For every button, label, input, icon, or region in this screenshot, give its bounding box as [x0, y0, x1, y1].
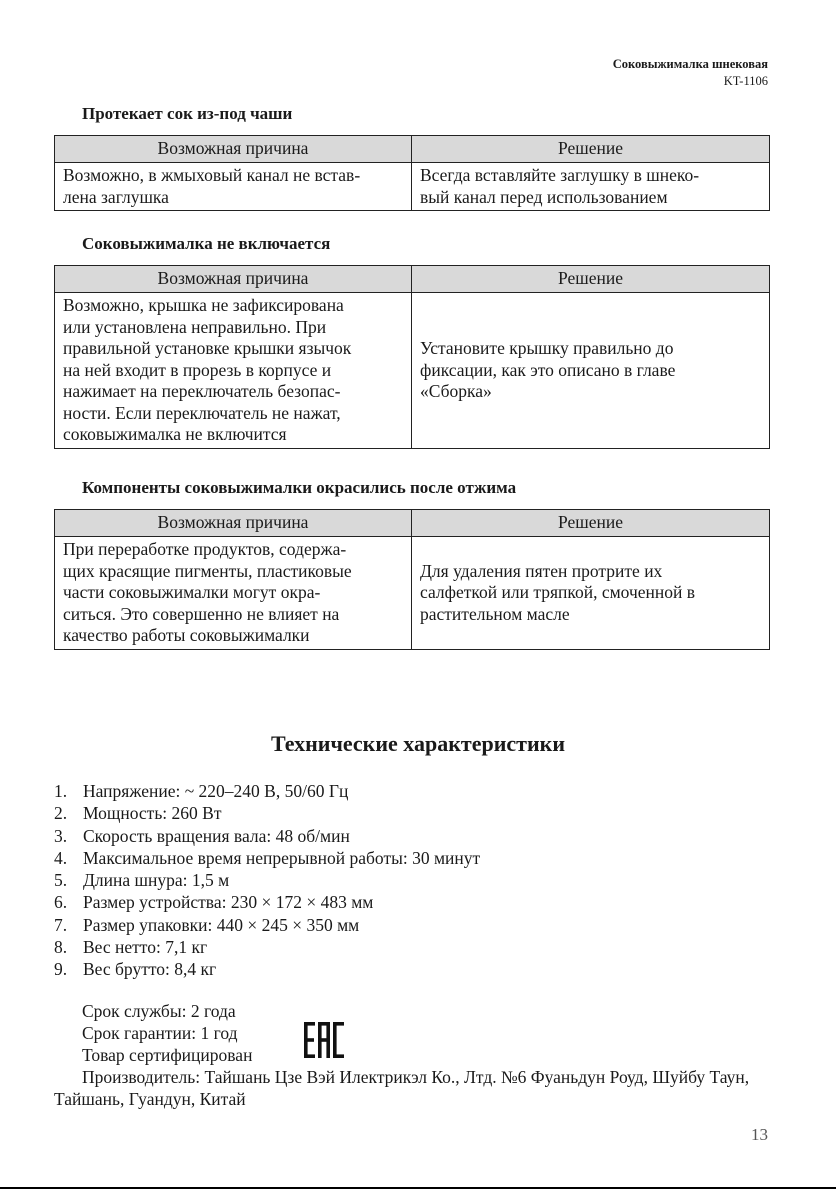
tech-specs-title: Технические характеристики: [270, 731, 566, 756]
spec-number: 1.: [54, 781, 68, 801]
page-header: [613, 56, 768, 90]
cell-line: растительном масле: [420, 603, 570, 624]
col-header-cause: Возможная причина: [55, 510, 412, 537]
cell-line: на ней входит в прорезь в корпусе и: [63, 359, 332, 380]
spec-item: [54, 914, 480, 936]
cell-line: качество работы соковыжималки: [63, 625, 310, 645]
cell-line: нажимает на переключатель безопас-: [63, 381, 341, 401]
spec-item: [54, 869, 480, 891]
cell-line: вый канал перед использованием: [420, 186, 668, 207]
cell-line: Всегда вставляйте заглушку в шнеко-: [420, 165, 700, 185]
solution-cell: [412, 293, 770, 449]
table-stained: [54, 509, 770, 650]
solution-cell: [412, 537, 770, 650]
cell-line: Возможно, крышка не зафиксирована: [63, 295, 344, 315]
certified: Товар сертифицирован: [82, 1045, 253, 1065]
col-header-cause: Возможная причина: [55, 136, 412, 163]
cell-line: салфеткой или тряпкой, смоченной в: [420, 582, 696, 602]
cell-line: лена заглушка: [63, 186, 169, 207]
cell-line: Установите крышку правильно до: [420, 338, 674, 358]
spec-item: [54, 958, 480, 980]
service-life: Срок службы: 2 года: [82, 1001, 236, 1021]
cell-line: щих красящие пигменты, пластиковые: [63, 560, 352, 581]
eac-certification-icon: [303, 1021, 345, 1059]
spec-text: Вес брутто: 8,4 кг: [83, 959, 217, 980]
cause-cell: [55, 163, 412, 211]
table-not-turning-on: [54, 265, 770, 449]
cell-line: ности. Если переключатель не нажат,: [63, 402, 341, 423]
spec-text: Вес нетто: 7,1 кг: [83, 937, 208, 958]
cell-line: «Сборка»: [420, 381, 492, 401]
spec-item: [54, 802, 480, 824]
solution-cell: [412, 163, 770, 211]
cell-line: или установлена неправильно. При: [63, 316, 327, 337]
spec-item: [54, 891, 480, 913]
spec-text: Длина шнура: 1,5 м: [83, 870, 230, 891]
spec-number: 7.: [54, 914, 68, 935]
spec-number: 5.: [54, 870, 68, 891]
spec-item: [54, 936, 480, 958]
spec-number: 6.: [54, 892, 68, 913]
table-leak: [54, 135, 770, 211]
spec-number: 9.: [54, 959, 68, 980]
col-header-solution: Решение: [412, 510, 770, 537]
spec-number: 8.: [54, 937, 68, 958]
cell-line: Для удаления пятен протрите их: [420, 560, 663, 581]
spec-text: Размер упаковки: 440 × 245 × 350 мм: [83, 914, 360, 935]
section-title-not-turning-on: Соковыжималка не включается: [82, 234, 331, 253]
spec-text: Напряжение: ~ 220–240 В, 50/60 Гц: [83, 781, 349, 801]
cell-line: части соковыжималки могут окра-: [63, 582, 321, 602]
cause-cell: [55, 537, 412, 650]
spec-text: Максимальное время непрерывной работы: 30 минут: [83, 847, 481, 868]
cell-line: соковыжималка не включится: [63, 424, 287, 444]
spec-text: Мощность: 260 Вт: [83, 803, 222, 824]
spec-item: [54, 847, 480, 869]
section-title-leak: Протекает сок из-под чаши: [82, 104, 293, 123]
page-number: 13: [751, 1125, 768, 1144]
cell-line: Возможно, в жмыховый канал не встав-: [63, 165, 361, 185]
spec-number: 3.: [54, 825, 68, 846]
warranty: Срок гарантии: 1 год: [82, 1023, 238, 1043]
spec-item: [54, 825, 480, 847]
spec-number: 2.: [54, 803, 68, 824]
spec-item: [54, 780, 480, 802]
spec-number: 4.: [54, 847, 68, 868]
cell-line: фиксации, как это описано в главе: [420, 359, 676, 380]
col-header-solution: Решение: [412, 266, 770, 293]
manufacturer: Производитель: Тайшань Цзе Вэй Илектрикэл Ко., Лтд. №6 Фуаньдун Роуд, Шуйбу Таун, Тайшань, Гуандун, Китай: [54, 1067, 750, 1109]
cell-line: правильной установке крышки язычок: [63, 338, 352, 358]
col-header-cause: Возможная причина: [55, 266, 412, 293]
cause-cell: [55, 293, 412, 449]
section-title-stained: Компоненты соковыжималки окрасились после отжима: [82, 478, 517, 497]
spec-text: Скорость вращения вала: 48 об/мин: [83, 825, 350, 846]
spec-text: Размер устройства: 230 × 172 × 483 мм: [83, 892, 374, 913]
col-header-solution: Решение: [412, 136, 770, 163]
cell-line: ситься. Это совершенно не влияет на: [63, 603, 340, 624]
cell-line: При переработке продуктов, содержа-: [63, 539, 347, 559]
tech-specs-list: [54, 780, 480, 981]
header-product: Соковыжималка шнековая: [612, 57, 768, 71]
header-model: KT-1106: [723, 74, 768, 88]
